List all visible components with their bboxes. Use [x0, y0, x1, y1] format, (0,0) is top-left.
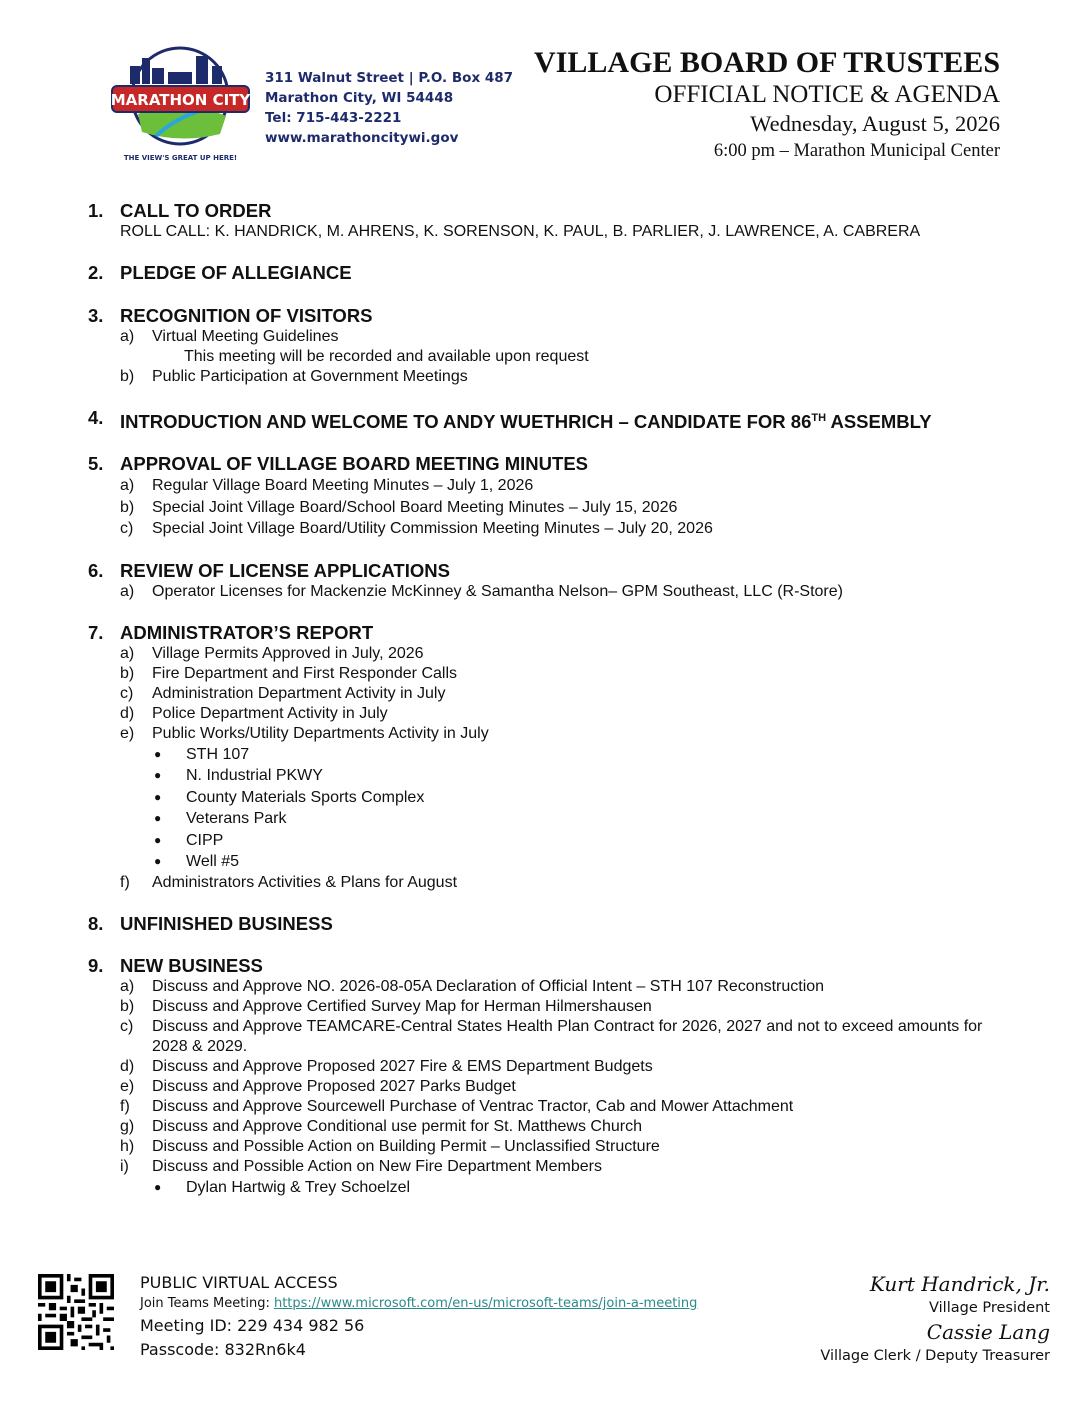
roll-call: ROLL CALL: K. HANDRICK, M. AHRENS, K. SORENSON, K. PAUL, B. PARLIER, J. LAWRENCE, A. CABRERA — [120, 223, 921, 240]
document-header — [534, 46, 1000, 164]
president-signature: Kurt Handrick, Jr. — [869, 1272, 1050, 1296]
qr-code-icon[interactable] — [38, 1274, 114, 1350]
bullet-icon: ● — [154, 789, 162, 804]
item-number: 1. — [88, 200, 104, 221]
meeting-date: Wednesday, August 5, 2026 — [750, 111, 1000, 136]
item-title: PLEDGE OF ALLEGIANCE — [120, 262, 352, 283]
item-number: 7. — [88, 621, 104, 643]
sub-item: a) Regular Village Board Meeting Minutes – July 1, 2026 — [120, 477, 534, 495]
sub-item: b) Special Joint Village Board/School Board Meeting Minutes – July 15, 2026 — [120, 498, 678, 516]
sub-item: a) Virtual Meeting Guidelines — [120, 328, 339, 345]
item-title: RECOGNITION OF VISITORS — [120, 305, 373, 326]
access-title: PUBLIC VIRTUAL ACCESS — [140, 1273, 338, 1292]
sub-item: a) Village Permits Approved in July, 2026 — [120, 644, 424, 662]
agenda-item-8 — [88, 913, 1008, 935]
contact-address: 311 Walnut Street | P.O. Box 487 — [265, 70, 514, 86]
agenda-item-2 — [88, 262, 1008, 284]
contact-block — [265, 68, 513, 148]
sub-item-note: This meeting will be recorded and available upon request — [184, 348, 589, 365]
marathon-city-logo — [108, 44, 253, 166]
sub-item: e) Discuss and Approve Proposed 2027 Parks Budget — [120, 1077, 516, 1095]
sub-item: d) Police Department Activity in July — [120, 704, 388, 722]
sub-item: c) Discuss and Approve TEAMCARE-Central States Health Plan Contract for 2026, 2027 and not to exceed amounts for 2028 & 2029. — [120, 1017, 983, 1055]
item-title: INTRODUCTION AND WELCOME TO ANDY WUETHRICH – CANDIDATE FOR 86TH ASSEMBLY — [120, 411, 932, 433]
item-number: 6. — [88, 559, 104, 581]
footer — [38, 1270, 1050, 1380]
item-number: 2. — [88, 262, 104, 283]
document-subtitle: OFFICIAL NOTICE & AGENDA — [654, 81, 1000, 108]
sub-item: f) Discuss and Approve Sourcewell Purchase of Ventrac Tractor, Cab and Mower Attachment — [120, 1097, 794, 1115]
bullet-item: ● STH 107 — [152, 744, 1008, 766]
item-title: NEW BUSINESS — [120, 954, 263, 976]
bullet-icon: ● — [154, 1179, 162, 1194]
item-number: 8. — [88, 912, 104, 934]
agenda-item-9 — [88, 955, 1008, 1199]
item-number: 3. — [88, 305, 104, 326]
sub-item: b) Public Participation at Government Meetings — [120, 368, 468, 385]
agenda-item-7 — [88, 622, 1008, 893]
bullet-item: ● Well #5 — [152, 851, 1008, 873]
item-number: 9. — [88, 954, 104, 976]
bullet-item: ● Dylan Hartwig & Trey Schoelzel — [152, 1177, 1008, 1199]
logo-tagline: THE VIEW'S GREAT UP HERE! — [123, 154, 238, 162]
join-label: Join Teams Meeting: — [140, 1296, 274, 1311]
passcode: Passcode: 832Rn6k4 — [140, 1340, 306, 1359]
sub-item: b) Discuss and Approve Certified Survey Map for Herman Hilmershausen — [120, 997, 652, 1015]
bullet-icon: ● — [154, 811, 162, 826]
bullet-icon: ● — [154, 854, 162, 869]
join-line — [140, 1294, 697, 1314]
bullet-icon: ● — [154, 832, 162, 847]
bullet-item: ● Veterans Park — [152, 808, 1008, 830]
bullet-icon: ● — [154, 768, 162, 783]
item-title: REVIEW OF LICENSE APPLICATIONS — [120, 559, 450, 581]
bullet-item: ● CIPP — [152, 830, 1008, 852]
meeting-time-location: 6:00 pm – Marathon Municipal Center — [713, 141, 1000, 161]
sub-item: b) Fire Department and First Responder Calls — [120, 664, 458, 682]
item-title: UNFINISHED BUSINESS — [120, 912, 333, 934]
virtual-access-info — [140, 1272, 697, 1362]
sub-item: a) Operator Licenses for Mackenzie McKinney & Samantha Nelson– GPM Southeast, LLC (R-Store) — [120, 582, 843, 600]
item-title: APPROVAL OF VILLAGE BOARD MEETING MINUTES — [120, 453, 589, 475]
sub-item: a) Discuss and Approve NO. 2026-08-05A Declaration of Official Intent – STH 107 Reconstruction — [120, 977, 825, 995]
logo-name: MARATHON CITY — [110, 91, 251, 109]
agenda-item-6 — [88, 560, 1008, 602]
clerk-title: Village Clerk / Deputy Treasurer — [820, 1348, 1050, 1364]
agenda-item-4 — [88, 407, 1008, 433]
president-title: Village President — [929, 1300, 1050, 1316]
clerk-signature: Cassie Lang — [926, 1320, 1050, 1344]
agenda-list — [88, 200, 1008, 1218]
bullet-item: ● N. Industrial PKWY — [152, 765, 1008, 787]
sub-item: i) Discuss and Possible Action on New Fire Department Members — [120, 1157, 602, 1175]
contact-website[interactable]: www.marathoncitywi.gov — [265, 130, 459, 146]
bullet-list — [120, 744, 1008, 873]
sub-item: e) Public Works/Utility Departments Activity in July — [120, 724, 489, 742]
teams-meeting-link[interactable]: https://www.microsoft.com/en-us/microsoft-teams/join-a-meeting — [273, 1296, 698, 1311]
bullet-list — [120, 1177, 1008, 1199]
agenda-item-1 — [88, 200, 1008, 242]
sub-item: g) Discuss and Approve Conditional use permit for St. Matthews Church — [120, 1117, 643, 1135]
document-title: VILLAGE BOARD OF TRUSTEES — [534, 46, 1000, 79]
sub-item: c) Administration Department Activity in July — [120, 684, 446, 702]
signatures — [820, 1270, 1050, 1366]
item-title: CALL TO ORDER — [120, 200, 272, 221]
meeting-id: Meeting ID: 229 434 982 56 — [140, 1316, 365, 1335]
sub-item: d) Discuss and Approve Proposed 2027 Fire & EMS Department Budgets — [120, 1057, 653, 1075]
sub-item: h) Discuss and Possible Action on Building Permit – Unclassified Structure — [120, 1137, 660, 1155]
agenda-item-5 — [88, 453, 1008, 540]
bullet-item: ● County Materials Sports Complex — [152, 787, 1008, 809]
sub-item: f) Administrators Activities & Plans for August — [120, 873, 458, 891]
bullet-icon: ● — [154, 746, 162, 761]
contact-phone: Tel: 715-443-2221 — [265, 110, 402, 126]
item-number: 4. — [88, 407, 104, 428]
item-number: 5. — [88, 453, 104, 475]
item-title: ADMINISTRATOR’S REPORT — [120, 621, 374, 643]
agenda-item-3 — [88, 305, 1008, 387]
contact-city: Marathon City, WI 54448 — [265, 90, 454, 106]
sub-item: c) Special Joint Village Board/Utility Commission Meeting Minutes – July 20, 2026 — [120, 520, 713, 538]
